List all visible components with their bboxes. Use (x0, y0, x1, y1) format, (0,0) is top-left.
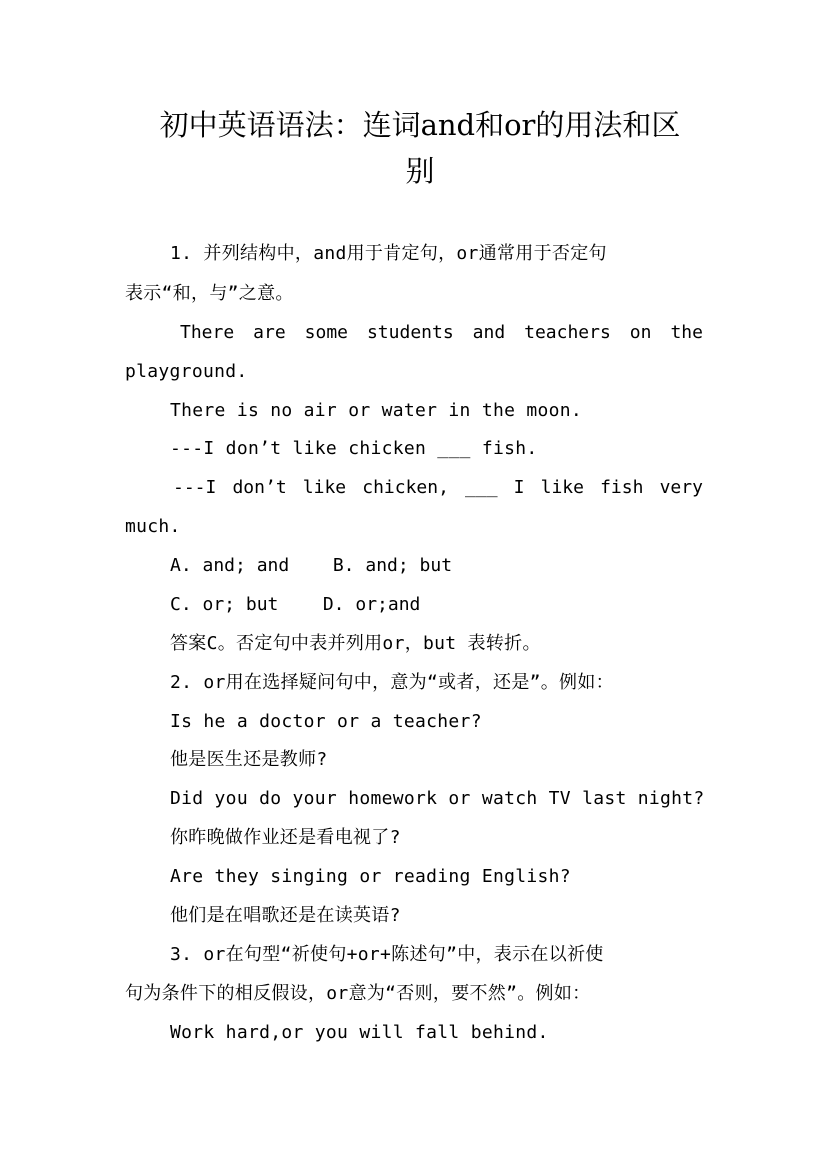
word: don’t (232, 477, 287, 498)
word: and (472, 322, 506, 343)
question-line-1: ---I don’t like chicken ___ fish. (170, 438, 538, 459)
word: I (513, 477, 525, 498)
section3-heading-b: 句为条件下的相反假设，or意为“否则，要不然”。例如： (125, 983, 591, 1004)
word: very (659, 477, 703, 498)
option-d: D. or;and (322, 594, 421, 615)
title-line-2: 别 (405, 154, 435, 188)
word: teachers (524, 322, 611, 343)
example1-line (180, 322, 703, 344)
word: students (366, 322, 454, 343)
question-line-2 (173, 477, 703, 499)
section2-example3-en: Are they singing or reading English? (170, 866, 571, 887)
word: chicken, (362, 477, 449, 498)
title-line-1: 初中英语语法：连词and和or的用法和区 (159, 108, 681, 142)
option-a: A. and; and (170, 555, 290, 576)
word: on (629, 322, 652, 343)
word: ___ (465, 477, 498, 498)
example2: There is no air or water in the moon. (170, 400, 583, 421)
section2-heading: 2. or用在选择疑问句中，意为“或者，还是”。例如： (170, 672, 614, 693)
options-row-1 (170, 555, 452, 577)
section2-example2-zh: 你昨晚做作业还是看电视了? (170, 827, 401, 848)
word: ---I (173, 477, 217, 498)
example1-cont: playground. (125, 361, 248, 382)
word: the (670, 322, 703, 343)
section2-example2-en: Did you do your homework or watch TV last night? (170, 788, 705, 809)
question-line-2-cont: much. (125, 516, 181, 537)
section2-example1-en: Is he a doctor or a teacher? (170, 711, 482, 732)
options-row-2 (170, 594, 420, 616)
section2-example1-zh: 他是医生还是教师? (170, 749, 328, 770)
section1-heading-b: 表示“和，与”之意。 (125, 283, 294, 304)
option-c: C. or; but (170, 594, 279, 615)
word: fish (600, 477, 644, 498)
option-b: B. and; but (332, 555, 453, 576)
page-title (110, 102, 730, 194)
answer-text: 答案C。否定句中表并列用or，but 表转折。 (170, 633, 541, 654)
section3-heading-a: 3. or在句型“祈使句+or+陈述句”中，表示在以祈使 (170, 944, 604, 965)
section1-heading-a: 1. 并列结构中，and用于肯定句，or通常用于否定句 (170, 243, 607, 264)
word: are (253, 322, 286, 343)
word: like (540, 477, 584, 498)
word: like (302, 477, 347, 498)
word: some (304, 322, 348, 343)
section2-example3-zh: 他们是在唱歌还是在读英语? (170, 905, 401, 926)
section3-example1: Work hard,or you will fall behind. (170, 1022, 549, 1043)
word: There (180, 322, 235, 343)
